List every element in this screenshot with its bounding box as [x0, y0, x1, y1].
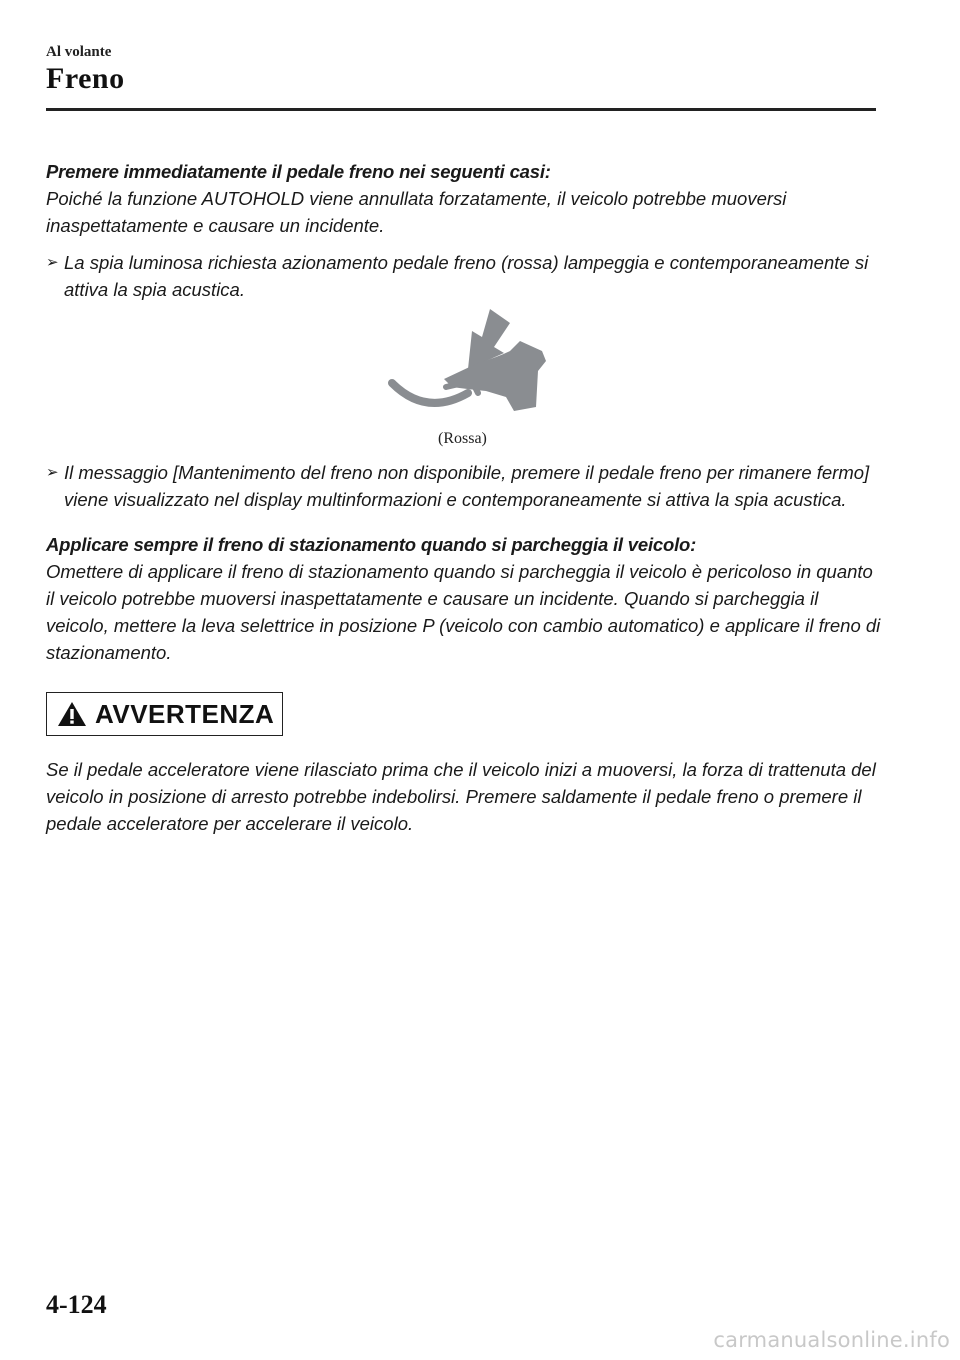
block1-heading: Premere immediatamente il pedale freno nei seguenti casi: [46, 161, 551, 182]
arrow-bullet-icon: ➢ [46, 464, 59, 481]
block2-heading: Applicare sempre il freno di stazionamento quando si parcheggia il veicolo: [46, 534, 697, 555]
warning-text: Se il pedale acceleratore viene rilasciato prima che il veicolo inizi a muoversi, la forza di trattenuta del veicolo in posizione di arresto potrebbe indebolirsi. Premere saldamente il pedale freno o premere il pedale acceleratore per accelerare il veicolo. [46, 759, 876, 834]
figure-caption: (Rossa) [438, 430, 487, 447]
list-item [46, 249, 882, 303]
main-content [46, 158, 882, 837]
list-item [46, 459, 882, 513]
page-title: Freno [46, 62, 125, 95]
warning-triangle-icon [57, 701, 87, 727]
section-label: Al volante [46, 44, 112, 60]
block1-text: Poiché la funzione AUTOHOLD viene annullata forzatamente, il veicolo potrebbe muoversi inaspettatamente e causare un incidente. [46, 188, 787, 236]
header-divider [46, 108, 876, 111]
warning-banner [46, 692, 283, 736]
watermark: carmanualsonline.info [713, 1328, 950, 1352]
block2-text: Omettere di applicare il freno di stazionamento quando si parcheggia il veicolo è pericoloso in quanto il veicolo potrebbe muoversi inaspettatamente e causare un incidente. Quando si parcheggia il veicolo, mettere la leva selettrice in posizione P (veicolo con cambio automatico) e applicare il freno di stazionamento. [46, 561, 881, 663]
page-number: 4-124 [46, 1290, 107, 1319]
arrow-bullet-icon: ➢ [46, 254, 59, 271]
bullet-text: La spia luminosa richiesta azionamento pedale freno (rossa) lampeggia e contemporaneamente si attiva la spia acustica. [64, 252, 869, 300]
brake-indicator-figure [46, 309, 882, 459]
brake-pedal-foot-icon [386, 309, 556, 421]
bullet-text: Il messaggio [Mantenimento del freno non disponibile, premere il pedale freno per rimanere fermo] viene visualizzato nel display multinformazioni e contemporaneamente si attiva la spia acustica. [64, 462, 870, 510]
warning-label: AVVERTENZA [95, 698, 275, 729]
